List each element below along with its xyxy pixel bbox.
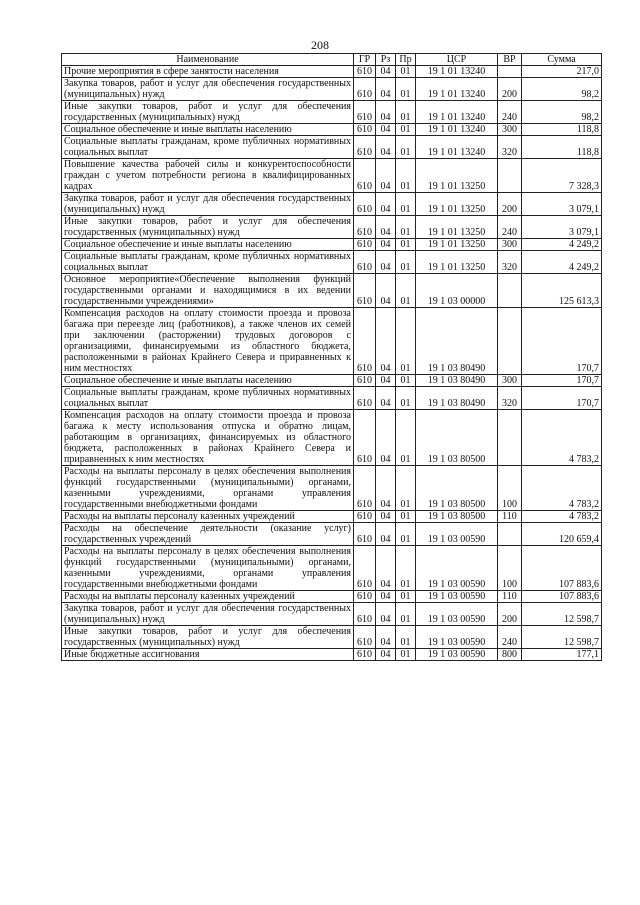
table-row — [62, 603, 602, 626]
page-number: 208 — [311, 38, 329, 52]
table-row — [62, 239, 602, 251]
cell-pr: 01 — [396, 159, 416, 193]
cell-sum: 3 079,1 — [522, 216, 602, 239]
table-row — [62, 375, 602, 387]
cell-name: Социальные выплаты гражданам, кроме публичных нормативных социальных выплат — [62, 387, 354, 410]
cell-pr: 01 — [396, 78, 416, 101]
cell-pr: 01 — [396, 546, 416, 591]
cell-pr: 01 — [396, 274, 416, 308]
cell-csr: 19 1 03 80490 — [416, 308, 498, 375]
table-row — [62, 387, 602, 410]
cell-name: Иные закупки товаров, работ и услуг для обеспечения государственных (муниципальных) нужд — [62, 626, 354, 649]
cell-csr: 19 1 01 13240 — [416, 136, 498, 159]
cell-vr — [498, 308, 522, 375]
cell-pr: 01 — [396, 626, 416, 649]
cell-csr: 19 1 01 13240 — [416, 124, 498, 136]
cell-csr: 19 1 03 80490 — [416, 375, 498, 387]
cell-sum: 107 883,6 — [522, 546, 602, 591]
cell-pr: 01 — [396, 216, 416, 239]
table-row — [62, 78, 602, 101]
cell-name: Компенсация расходов на оплату стоимости проезда и провоза багажа при переезде лиц (работников), а также членов их семей при заключении (расторжении) трудовых договоров с организациями, финансируемыми из областного бюджета, расположенными в районах Крайнего Севера и приравненных к ним местностях — [62, 308, 354, 375]
cell-rz: 04 — [376, 216, 396, 239]
cell-rz: 04 — [376, 239, 396, 251]
cell-gr: 610 — [354, 101, 376, 124]
cell-csr: 19 1 01 13250 — [416, 216, 498, 239]
cell-pr: 01 — [396, 466, 416, 511]
cell-vr — [498, 66, 522, 78]
cell-rz: 04 — [376, 466, 396, 511]
cell-sum: 98,2 — [522, 78, 602, 101]
cell-gr: 610 — [354, 124, 376, 136]
cell-gr: 610 — [354, 523, 376, 546]
table-header-row — [62, 54, 602, 66]
cell-vr — [498, 410, 522, 466]
column-header-rz: Рз — [376, 54, 396, 66]
cell-rz: 04 — [376, 649, 396, 661]
column-header-sum: Сумма — [522, 54, 602, 66]
cell-gr: 610 — [354, 274, 376, 308]
cell-rz: 04 — [376, 251, 396, 274]
cell-vr: 320 — [498, 136, 522, 159]
cell-rz: 04 — [376, 159, 396, 193]
cell-gr: 610 — [354, 603, 376, 626]
cell-name: Социальное обеспечение и иные выплаты населению — [62, 375, 354, 387]
cell-pr: 01 — [396, 649, 416, 661]
cell-csr: 19 1 03 00000 — [416, 274, 498, 308]
cell-csr: 19 1 01 13240 — [416, 101, 498, 124]
cell-vr: 300 — [498, 375, 522, 387]
cell-sum: 12 598,7 — [522, 603, 602, 626]
cell-rz: 04 — [376, 523, 396, 546]
cell-csr: 19 1 01 13250 — [416, 193, 498, 216]
table-row — [62, 649, 602, 661]
cell-gr: 610 — [354, 649, 376, 661]
cell-rz: 04 — [376, 591, 396, 603]
cell-vr: 200 — [498, 193, 522, 216]
cell-pr: 01 — [396, 101, 416, 124]
column-header-csr: ЦСР — [416, 54, 498, 66]
cell-rz: 04 — [376, 308, 396, 375]
cell-vr: 300 — [498, 239, 522, 251]
cell-csr: 19 1 01 13250 — [416, 251, 498, 274]
cell-csr: 19 1 03 80500 — [416, 410, 498, 466]
cell-rz: 04 — [376, 546, 396, 591]
cell-gr: 610 — [354, 410, 376, 466]
cell-vr: 110 — [498, 511, 522, 523]
cell-vr: 240 — [498, 626, 522, 649]
cell-gr: 610 — [354, 239, 376, 251]
cell-sum: 4 249,2 — [522, 251, 602, 274]
cell-vr: 320 — [498, 251, 522, 274]
cell-name: Расходы на выплаты персоналу в целях обеспечения выполнения функций государственными (муниципальными) органами, казенными учреждениями, органами управления государственными внебюджетными фондами — [62, 546, 354, 591]
cell-vr: 100 — [498, 546, 522, 591]
cell-vr: 200 — [498, 78, 522, 101]
column-header-name: Наименование — [62, 54, 354, 66]
cell-name: Иные закупки товаров, работ и услуг для обеспечения государственных (муниципальных) нужд — [62, 101, 354, 124]
cell-pr: 01 — [396, 603, 416, 626]
cell-vr — [498, 159, 522, 193]
cell-vr: 320 — [498, 387, 522, 410]
cell-pr: 01 — [396, 251, 416, 274]
cell-gr: 610 — [354, 66, 376, 78]
table-row — [62, 193, 602, 216]
cell-csr: 19 1 03 00590 — [416, 523, 498, 546]
cell-csr: 19 1 03 00590 — [416, 649, 498, 661]
cell-gr: 610 — [354, 375, 376, 387]
cell-name: Расходы на выплаты персоналу казенных учреждений — [62, 591, 354, 603]
cell-sum: 118,8 — [522, 124, 602, 136]
cell-pr: 01 — [396, 193, 416, 216]
cell-gr: 610 — [354, 78, 376, 101]
cell-pr: 01 — [396, 124, 416, 136]
table-row — [62, 308, 602, 375]
cell-name: Иные закупки товаров, работ и услуг для обеспечения государственных (муниципальных) нужд — [62, 216, 354, 239]
cell-sum: 107 883,6 — [522, 591, 602, 603]
cell-sum: 118,8 — [522, 136, 602, 159]
cell-gr: 610 — [354, 136, 376, 159]
cell-vr: 100 — [498, 466, 522, 511]
cell-rz: 04 — [376, 101, 396, 124]
cell-pr: 01 — [396, 591, 416, 603]
cell-csr: 19 1 01 13240 — [416, 78, 498, 101]
cell-gr: 610 — [354, 216, 376, 239]
cell-rz: 04 — [376, 511, 396, 523]
cell-rz: 04 — [376, 410, 396, 466]
cell-pr: 01 — [396, 387, 416, 410]
cell-csr: 19 1 01 13240 — [416, 66, 498, 78]
cell-pr: 01 — [396, 308, 416, 375]
cell-sum: 120 659,4 — [522, 523, 602, 546]
cell-sum: 125 613,3 — [522, 274, 602, 308]
cell-name: Расходы на обеспечение деятельности (оказание услуг) государственных учреждений — [62, 523, 354, 546]
cell-sum: 12 598,7 — [522, 626, 602, 649]
cell-rz: 04 — [376, 603, 396, 626]
cell-vr: 110 — [498, 591, 522, 603]
cell-sum: 217,0 — [522, 66, 602, 78]
cell-sum: 4 249,2 — [522, 239, 602, 251]
cell-rz: 04 — [376, 66, 396, 78]
cell-vr: 800 — [498, 649, 522, 661]
cell-rz: 04 — [376, 274, 396, 308]
cell-name: Основное мероприятие«Обеспечение выполнения функций государственными органами и находящимися в их ведении государственными учреждениями» — [62, 274, 354, 308]
cell-rz: 04 — [376, 78, 396, 101]
cell-sum: 170,7 — [522, 387, 602, 410]
cell-rz: 04 — [376, 387, 396, 410]
cell-csr: 19 1 03 00590 — [416, 603, 498, 626]
cell-pr: 01 — [396, 375, 416, 387]
cell-name: Социальные выплаты гражданам, кроме публичных нормативных социальных выплат — [62, 251, 354, 274]
cell-name: Социальное обеспечение и иные выплаты населению — [62, 239, 354, 251]
cell-sum: 4 783,2 — [522, 410, 602, 466]
cell-pr: 01 — [396, 511, 416, 523]
cell-rz: 04 — [376, 193, 396, 216]
table-row — [62, 546, 602, 591]
table-row — [62, 136, 602, 159]
table-row — [62, 124, 602, 136]
cell-csr: 19 1 03 80490 — [416, 387, 498, 410]
cell-csr: 19 1 01 13250 — [416, 159, 498, 193]
cell-rz: 04 — [376, 136, 396, 159]
table-row — [62, 66, 602, 78]
cell-name: Закупка товаров, работ и услуг для обеспечения государственных (муниципальных) нужд — [62, 193, 354, 216]
cell-name: Расходы на выплаты персоналу в целях обеспечения выполнения функций государственными (муниципальными) органами, казенными учреждениями, органами управления государственными внебюджетными фондами — [62, 466, 354, 511]
cell-vr: 240 — [498, 101, 522, 124]
cell-sum: 4 783,2 — [522, 511, 602, 523]
cell-vr: 240 — [498, 216, 522, 239]
cell-sum: 170,7 — [522, 375, 602, 387]
table-row — [62, 159, 602, 193]
cell-gr: 610 — [354, 626, 376, 649]
cell-gr: 610 — [354, 511, 376, 523]
cell-gr: 610 — [354, 308, 376, 375]
table-row — [62, 101, 602, 124]
cell-csr: 19 1 03 80500 — [416, 511, 498, 523]
cell-rz: 04 — [376, 124, 396, 136]
table-row — [62, 591, 602, 603]
cell-gr: 610 — [354, 546, 376, 591]
column-header-pr: Пр — [396, 54, 416, 66]
cell-vr: 200 — [498, 603, 522, 626]
cell-rz: 04 — [376, 375, 396, 387]
cell-name: Иные бюджетные ассигнования — [62, 649, 354, 661]
cell-name: Социальные выплаты гражданам, кроме публичных нормативных социальных выплат — [62, 136, 354, 159]
table-row — [62, 251, 602, 274]
cell-sum: 98,2 — [522, 101, 602, 124]
table-row — [62, 511, 602, 523]
cell-csr: 19 1 03 00590 — [416, 591, 498, 603]
cell-rz: 04 — [376, 626, 396, 649]
cell-sum: 177,1 — [522, 649, 602, 661]
table-row — [62, 626, 602, 649]
cell-gr: 610 — [354, 193, 376, 216]
cell-name: Компенсация расходов на оплату стоимости проезда и провоза багажа к месту использования отпуска и обратно лицам, работающим в организациях, финансируемых из областного бюджета, расположенных в районах Крайнего Севера и приравненных к ним местностях — [62, 410, 354, 466]
cell-gr: 610 — [354, 466, 376, 511]
column-header-vr: ВР — [498, 54, 522, 66]
cell-name: Расходы на выплаты персоналу казенных учреждений — [62, 511, 354, 523]
table-row — [62, 216, 602, 239]
cell-gr: 610 — [354, 251, 376, 274]
cell-csr: 19 1 03 80500 — [416, 466, 498, 511]
table-body — [62, 66, 602, 661]
cell-pr: 01 — [396, 66, 416, 78]
cell-pr: 01 — [396, 136, 416, 159]
cell-csr: 19 1 03 00590 — [416, 626, 498, 649]
cell-csr: 19 1 01 13250 — [416, 239, 498, 251]
column-header-gr: ГР — [354, 54, 376, 66]
table-row — [62, 523, 602, 546]
cell-name: Закупка товаров, работ и услуг для обеспечения государственных (муниципальных) нужд — [62, 78, 354, 101]
cell-name: Социальное обеспечение и иные выплаты населению — [62, 124, 354, 136]
table-row — [62, 274, 602, 308]
cell-pr: 01 — [396, 239, 416, 251]
cell-gr: 610 — [354, 387, 376, 410]
cell-pr: 01 — [396, 410, 416, 466]
cell-name: Повышение качества рабочей силы и конкурентоспособности граждан с учетом потребности региона в квалифицированных кадрах — [62, 159, 354, 193]
cell-gr: 610 — [354, 159, 376, 193]
cell-sum: 170,7 — [522, 308, 602, 375]
budget-table — [61, 53, 602, 661]
cell-gr: 610 — [354, 591, 376, 603]
cell-pr: 01 — [396, 523, 416, 546]
cell-vr: 300 — [498, 124, 522, 136]
table-row — [62, 410, 602, 466]
cell-vr — [498, 523, 522, 546]
cell-vr — [498, 274, 522, 308]
table-row — [62, 466, 602, 511]
cell-name: Закупка товаров, работ и услуг для обеспечения государственных (муниципальных) нужд — [62, 603, 354, 626]
cell-sum: 7 328,3 — [522, 159, 602, 193]
cell-sum: 3 079,1 — [522, 193, 602, 216]
cell-name: Прочие мероприятия в сфере занятости населения — [62, 66, 354, 78]
cell-csr: 19 1 03 00590 — [416, 546, 498, 591]
cell-sum: 4 783,2 — [522, 466, 602, 511]
